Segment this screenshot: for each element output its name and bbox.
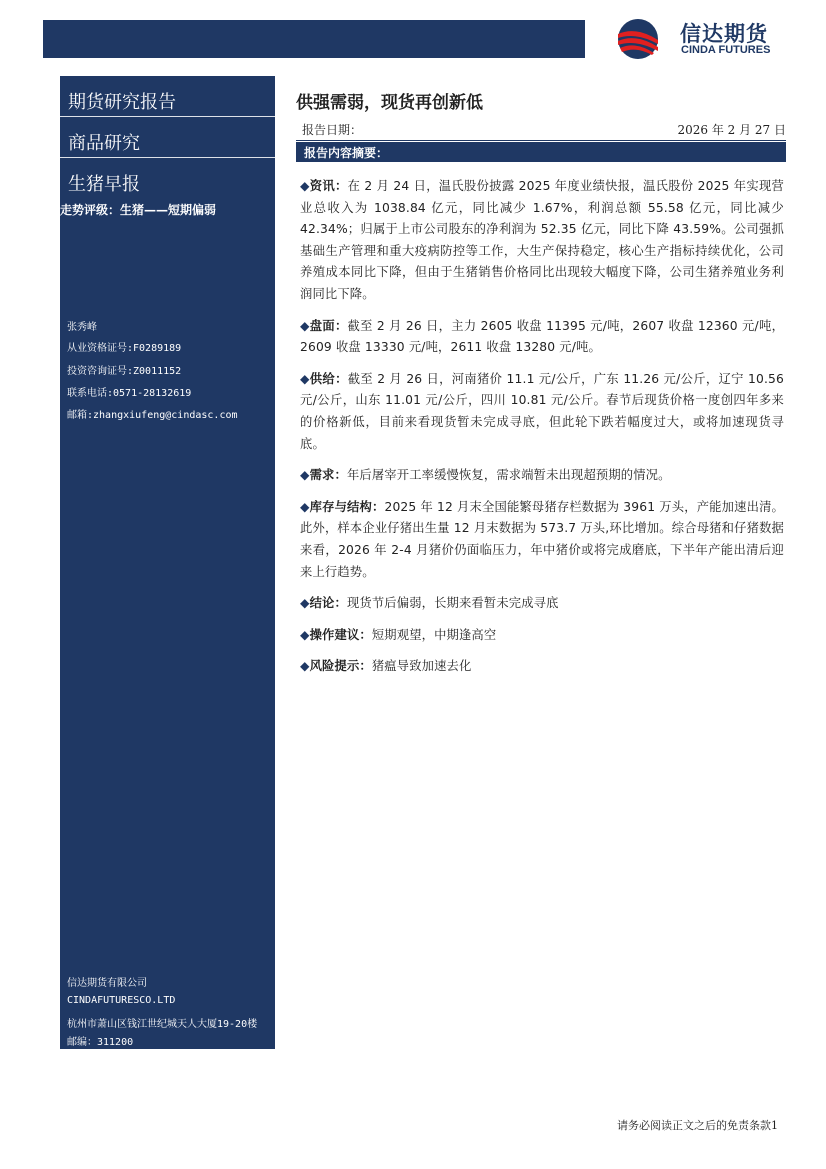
- company-postcode: 邮编：311200: [67, 1037, 134, 1048]
- analyst-license: 从业资格证号:F0289189: [67, 343, 182, 354]
- analyst-phone: 联系电话:0571-28132619: [67, 388, 192, 399]
- analyst-name: 张秀峰: [67, 322, 97, 333]
- page-footer: [617, 1117, 778, 1133]
- section-supply: [300, 369, 784, 455]
- section-lead: 操作建议：: [309, 627, 372, 642]
- company-name: 信达期货有限公司: [67, 978, 147, 989]
- section-news: [300, 176, 784, 306]
- section-lead: 盘面：: [309, 318, 348, 333]
- diamond-bullet-icon: ◆: [300, 499, 310, 514]
- analyst-email[interactable]: 邮箱:zhangxiufeng@cindasc.com: [67, 410, 238, 421]
- diamond-bullet-icon: ◆: [300, 627, 310, 642]
- analyst-invest-license: 投资咨询证号:Z0011152: [67, 366, 182, 377]
- report-title: 供强需弱，现货再创新低: [296, 93, 483, 113]
- header-bar: [43, 20, 585, 58]
- section-text: 猪瘟导致加速去化: [371, 659, 472, 674]
- section-text: 短期观望，中期逢高空: [371, 627, 497, 642]
- section-text: 2025 年 12 月末全国能繁母猪存栏数据为 3961 万头，产能加速出清。此外，样本企业仔猪出生量 12 月末数据为 573.7 万头,环比增加。综合母猪和仔猪数据来看，2026 年 2-4 月猪价仍面临压力，年中猪价或将完成磨底，下半年产能出清后迎来上行趋势。: [300, 499, 784, 579]
- section-advice: [300, 625, 784, 647]
- section-text: 截至 2 月 26 日，主力 2605 收盘 11395 元/吨，2607 收盘 12360 元/吨，2609 收盘 13330 元/吨，2611 收盘 13280 元/吨。: [300, 318, 785, 355]
- sidebar-title-hog: 生猪早报: [68, 174, 140, 195]
- section-conclusion: [300, 593, 784, 615]
- diamond-bullet-icon: ◆: [300, 318, 310, 333]
- summary-content: [300, 176, 784, 688]
- section-lead: 结论：: [309, 596, 347, 611]
- section-text: 现货节后偏弱，长期来看暂未完成寻底: [346, 596, 559, 611]
- section-market: [300, 316, 784, 359]
- section-text: 年后屠宰开工率缓慢恢复，需求端暂未出现超预期的情况。: [346, 468, 671, 483]
- page-number: 1: [771, 1119, 778, 1132]
- diamond-bullet-icon: ◆: [300, 371, 310, 386]
- sidebar: [60, 76, 275, 1049]
- section-lead: 需求：: [309, 468, 347, 483]
- section-risk: [300, 656, 784, 678]
- diamond-bullet-icon: ◆: [300, 179, 310, 193]
- disclaimer-note[interactable]: 请务必阅读正文之后的免责条款: [617, 1119, 771, 1132]
- section-lead: 库存与结构：: [309, 499, 385, 514]
- company-address: 杭州市萧山区钱江世纪城天人大厦19-20楼: [67, 1019, 258, 1030]
- report-date-label: 报告日期：: [302, 123, 363, 137]
- report-date-value: 2026 年 2 月 27 日: [677, 123, 786, 137]
- section-lead: 风险提示：: [309, 659, 372, 674]
- sidebar-title-report: 期货研究报告: [68, 92, 176, 113]
- section-lead: 资讯：: [309, 179, 348, 193]
- diamond-bullet-icon: ◆: [300, 659, 310, 674]
- logo-text-cn: 信达期货: [680, 22, 768, 46]
- diamond-bullet-icon: ◆: [300, 468, 310, 483]
- sidebar-title-commodity: 商品研究: [68, 133, 140, 154]
- sidebar-divider: [60, 157, 275, 158]
- section-text: 截至 2 月 26 日，河南猪价 11.1 元/公斤，广东 11.26 元/公斤，辽宁 10.56 元/公斤，山东 11.01 元/公斤，四川 10.81 元/公斤。春节后现货价格一度创四年多来的价格新低，目前来看现货暂未完成寻底，但此轮下跌若幅度过大，或将加速现货寻底。: [300, 371, 784, 451]
- section-text: 在 2 月 24 日，温氏股份披露 2025 年度业绩快报，温氏股份 2025 年实现营业总收入为 1038.84 亿元，同比减少 1.67%，利润总额 55.58 亿元，同比减少 42.34%；归属于上市公司股东的净利润为 52.35 亿元，同比下降 43.59%。公司强抓基础生产管理和重大疫病防控等工作，大生产保持稳定，核心生产指标持续优化，公司养殖成本同比下降，但由于生猪销售价格同比出现较大幅度下降，公司生猪养殖业务利润同比下降。: [300, 179, 785, 301]
- date-divider: [296, 140, 786, 141]
- logo-text-en: CINDA FUTURES: [681, 44, 771, 56]
- diamond-bullet-icon: ◆: [300, 596, 310, 611]
- trend-rating: 走势评级：生猪——短期偏弱: [60, 203, 217, 217]
- section-lead: 供给：: [309, 371, 348, 386]
- sidebar-divider: [60, 116, 275, 117]
- section-demand: [300, 465, 784, 487]
- summary-label: 报告内容摘要：: [304, 146, 389, 160]
- company-website[interactable]: CINDAFUTURESCO.LTD: [67, 995, 176, 1006]
- section-inventory: [300, 497, 784, 583]
